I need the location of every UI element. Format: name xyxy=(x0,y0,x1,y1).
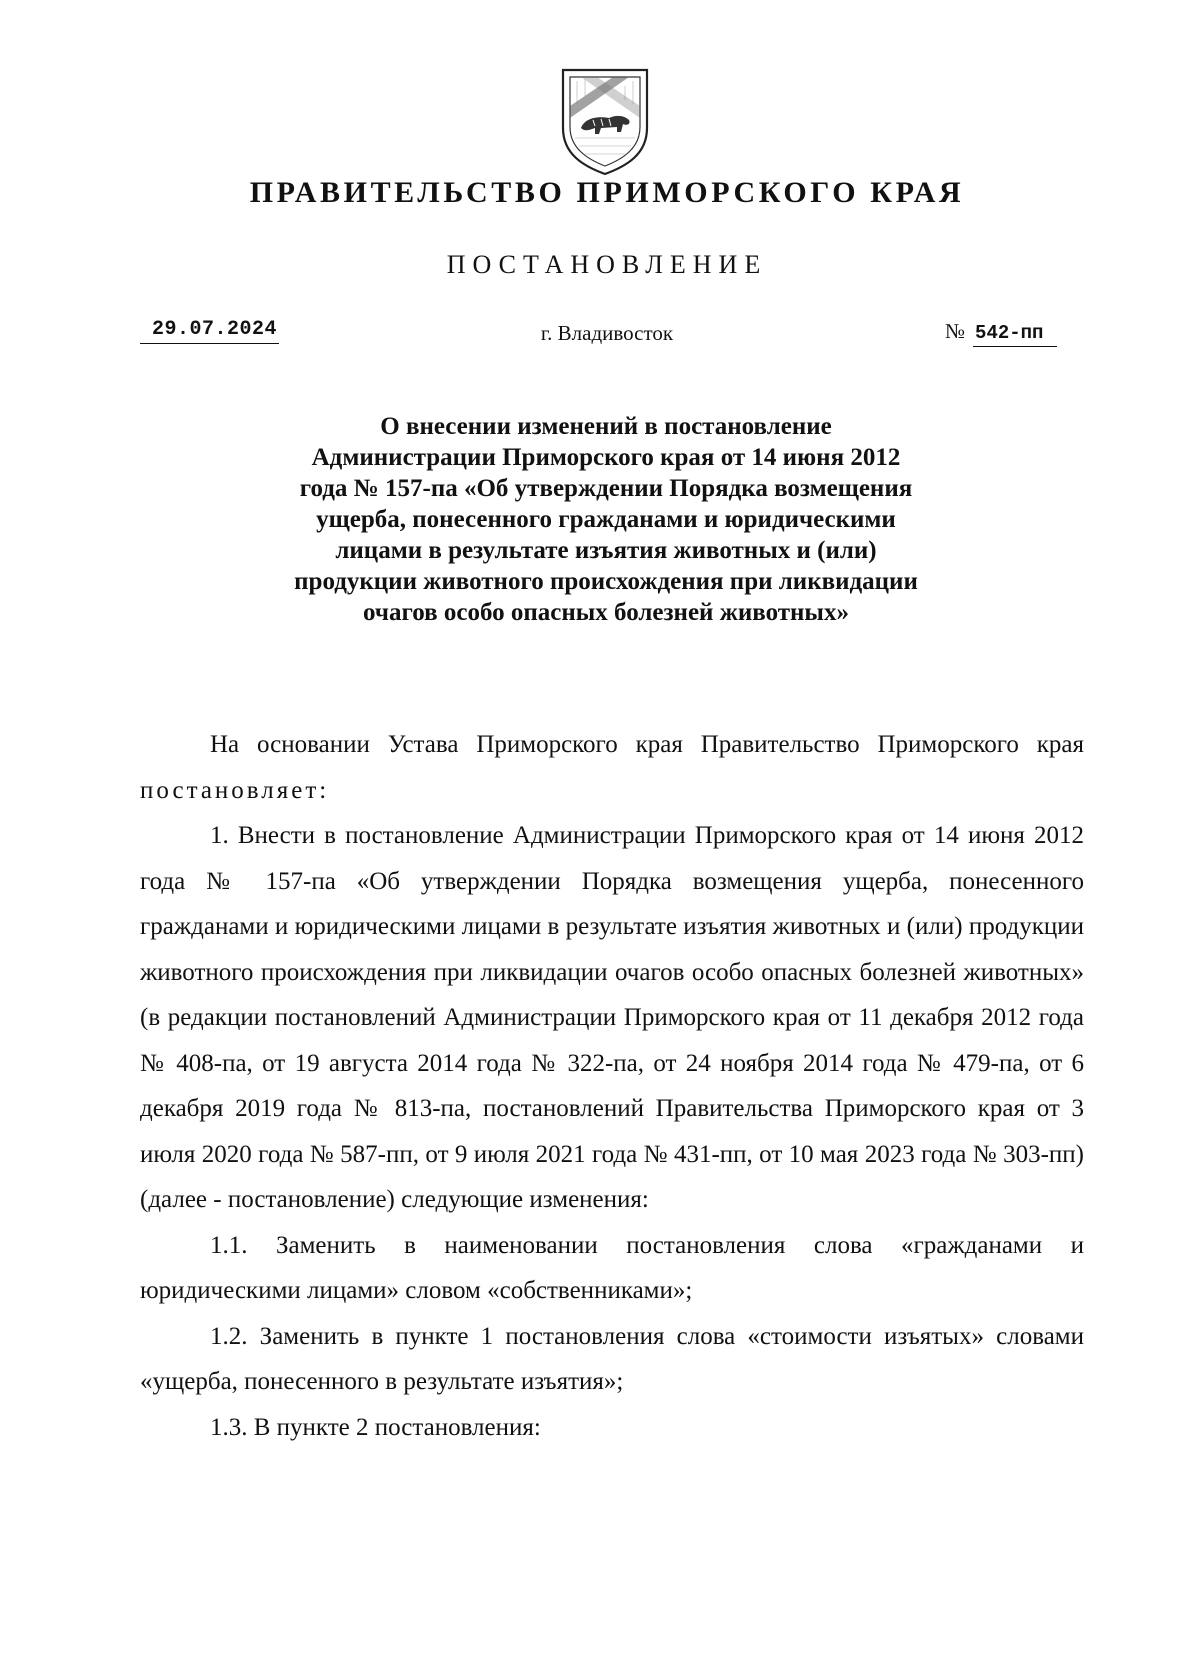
intro-paragraph xyxy=(140,722,1084,813)
document-subject: О внесении изменений в постановление Администрации Приморского края от 14 июня 2012 года № 157-па «Об утверждении Порядка возмещения ущерба, понесенного гражданами и юридическими лицами в результате изъятия животных и (или) продукции животного происхождения при ликвидации очагов особо опасных болезней животных» xyxy=(294,413,918,626)
intro-verb: постановляет: xyxy=(140,776,330,804)
document-date: 29.07.2024 xyxy=(140,318,279,344)
number-value: 542-пп xyxy=(973,322,1057,347)
item-1-paragraph: 1. Внести в постановление Администрации Приморского края от 14 июня 2012 года № 157-па «Об утверждении Порядка возмещения ущерба, понесенного гражданами и юридическими лицами в результате изъятия животных и (или) продукции животного происхождения при ликвидации очагов особо опасных болезней животных» (в редакции постановлений Администрации Приморского края от 11 декабря 2012 года № 408-па, от 19 августа 2014 года № 322-па, от 24 ноября 2014 года № 479-па, от 6 декабря 2019 года № 813-па, постановлений Правительства Приморского края от 3 июля 2020 года № 587-пп, от 9 июля 2021 года № 431-пп, от 10 мая 2023 года № 303-пп) (далее - постановление) следующие изменения: xyxy=(140,822,1084,1213)
document-type-heading: ПОСТАНОВЛЕНИЕ xyxy=(446,250,768,279)
item-1-3-paragraph: 1.3. В пункте 2 постановления: xyxy=(210,1413,541,1441)
item-1-1-paragraph: 1.1. Заменить в наименовании постановления слова «гражданами и юридическими лицами» словом «собственниками»; xyxy=(140,1231,1084,1304)
number-sign: № xyxy=(945,319,966,343)
document-city: г. Владивосток xyxy=(540,321,674,345)
primorsky-krai-coat-of-arms-icon xyxy=(557,66,653,178)
document-number xyxy=(945,319,1057,344)
item-1-2-paragraph: 1.2. Заменить в пункте 1 постановления слова «стоимости изъятых» словами «ущерба, понесенного в результате изъятия»; xyxy=(140,1322,1084,1395)
document-body xyxy=(140,722,1084,1450)
intro-text: На основании Устава Приморского края Правительство Приморского края xyxy=(210,731,1084,758)
organization-title: ПРАВИТЕЛЬСТВО ПРИМОРСКОГО КРАЯ xyxy=(249,176,965,209)
